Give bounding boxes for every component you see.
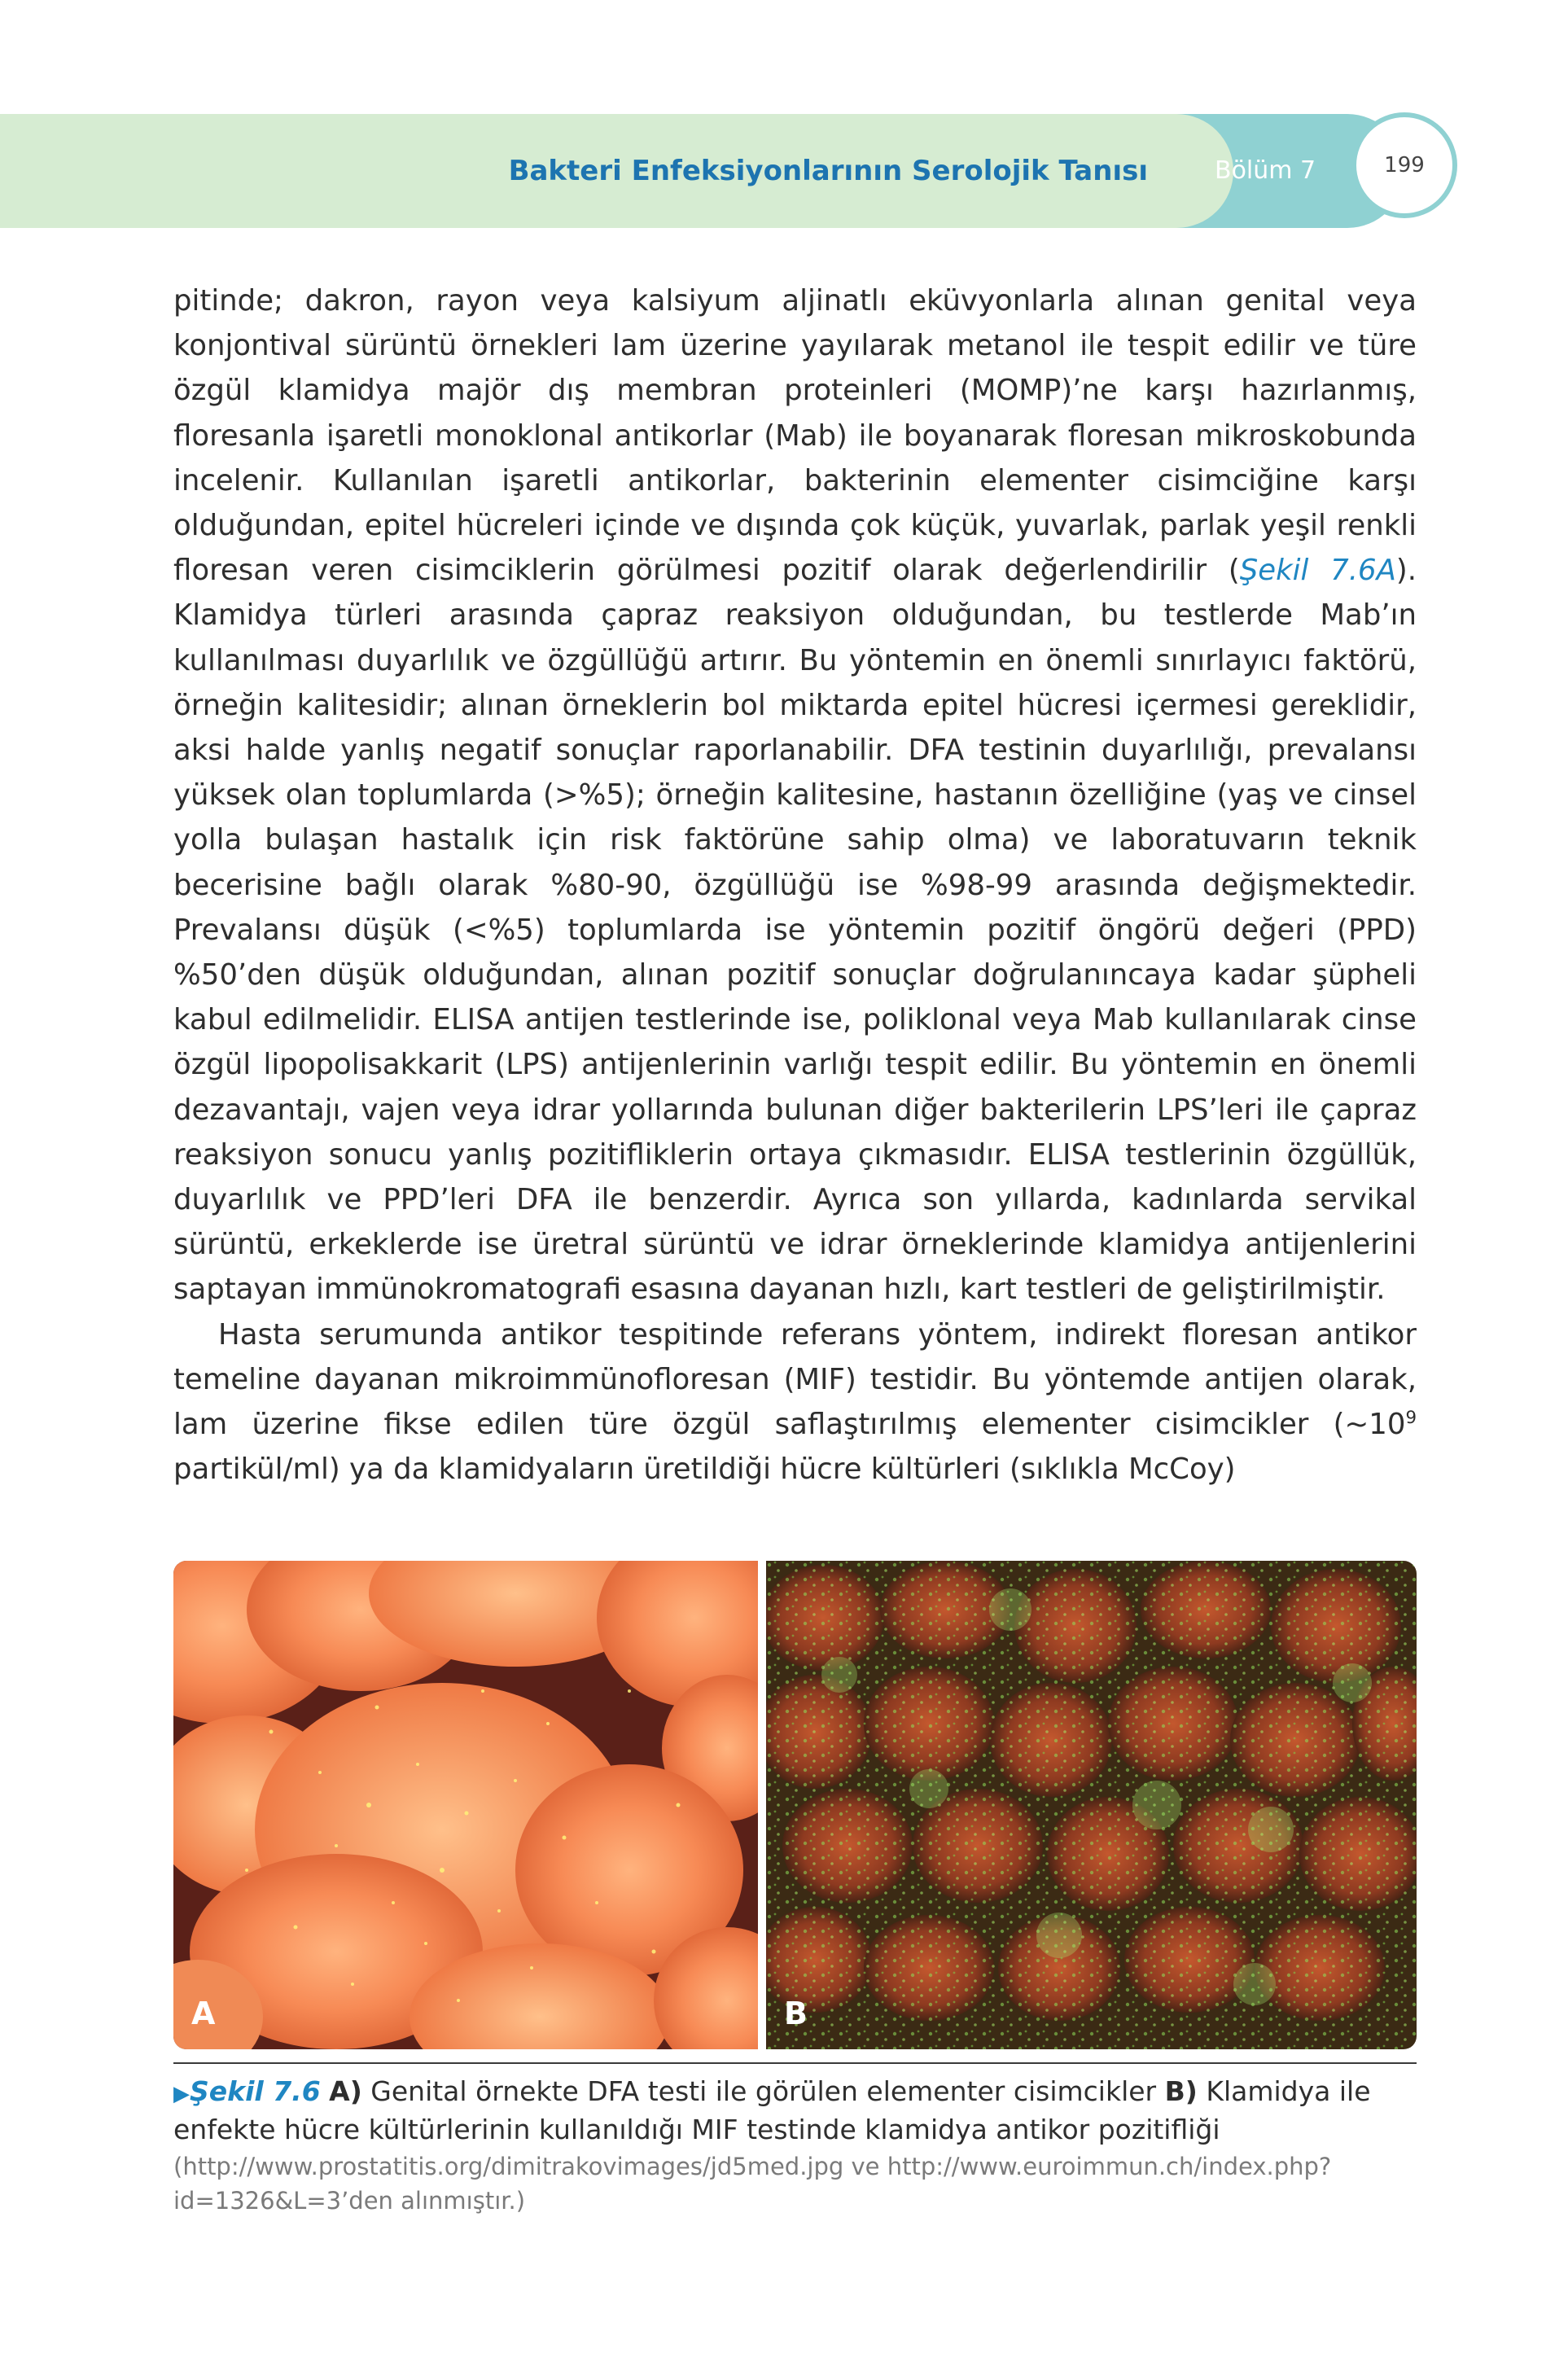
figure-divider [173,2062,1417,2064]
figure-reference-link[interactable]: Şekil 7.6A [1239,554,1396,588]
paragraph-1-text-b: ). Klamidya türleri arasında çapraz reaksiyon olduğundan, bu testlerde Mab’ın kullanılması duyarlılık ve özgüllüğü artırır. Bu yöntemin en önemli sınırlayıcı faktörü, örneğin kalitesidir; alınan örneklerin bol miktarda epitel hücresi içermesi gereklidir, aksi halde yanlış negatif sonuçlar raporlanabilir. DFA testinin duyarlılığı, prevalansı yüksek olan toplumlarda (>%5); örneğin kalitesine, hastanın özelliğine (yaş ve cinsel yolla bulaşan hastalık için risk faktörüne sahip olma) ve laboratuvarın teknik becerisine bağlı olarak %80-90, özgüllüğü ise %98-99 arasında değişmektedir. Prevalansı düşük (<%5) toplumlarda ise yöntemin pozitif öngörü değeri (PPD) %50’den düşük olduğundan, alınan pozitif sonuçlar doğrulanıncaya kadar şüpheli kabul edilmelidir. ELISA antijen testlerinde ise, poliklonal veya Mab kullanılarak cinse özgül lipopolisakkarit (LPS) antijenlerinin varlığı tespit edilir. Bu yöntemin en önemli dezavantajı, vajen veya idrar yollarında bulunan diğer bakterilerin LPS’leri ile çapraz reaksiyon sonucu yanlış pozitifliklerin ortaya çıkmasıdır. ELISA testlerinin özgüllük, duyarlılık ve PPD’leri DFA ile benzerdir. Ayrıca son yıllarda, kadınlarda servikal sürüntü, erkeklerde ise üretral sürüntü ve idrar örneklerinde klamidya antijenlerini saptayan immünokromatografi esasına dayanan hızlı, kart testleri de geliştirilmiştir. [173,554,1417,1307]
caption-a-text: Genital örnekte DFA testi ile görülen elementer cisimcikler [361,2075,1165,2107]
caption-arrow-icon: ▶ [173,2082,190,2106]
running-header-title: Bakteri Enfeksiyonlarının Serolojik Tanısı [508,155,1148,187]
paragraph-1-text-a: pitinde; dakron, rayon veya kalsiyum aljinatlı eküvyonlarla alınan genital veya konjontival sürüntü örnekleri lam üzerine yayılarak metanol ile tespit edilir ve türe özgül klamidya majör dış membran proteinleri (MOMP)’ne karşı hazırlanmış, floresanla işaretli monoklonal antikorlar (Mab) ile boyanarak floresan mikroskobunda incelenir. Kullanılan işaretli antikorlar, bakterinin elementer cisimciğine karşı olduğundan, epitel hücreleri içinde ve dışında çok küçük, yuvarlak, parlak yeşil renkli floresan veren cisimciklerin görülmesi pozitif olarak değerlendirilir ( [173,284,1417,588]
dfa-micrograph-image [173,1561,758,2049]
caption-figure-number: Şekil 7.6 [190,2075,321,2107]
paragraph-2-text-b: partikül/ml) ya da klamidyaların üretildiği hücre kültürleri (sıklıkla McCoy) [173,1452,1236,1487]
panel-b-label: B [784,1996,808,2031]
figure-panel-a [173,1561,758,2049]
superscript-exponent: 9 [1405,1408,1417,1429]
page-number: 199 [1351,112,1457,218]
figure-7-6 [173,1561,1417,2049]
figure-panel-b [766,1561,1417,2049]
chapter-label: Bölüm 7 [1215,156,1316,185]
caption-source: (http://www.prostatitis.org/dimitrakovimages/jd5med.jpg ve http://www.euroimmun.ch/index.php?id=1326&L=3’den alınmıştır.) [173,2153,1332,2215]
mif-micrograph-image [766,1561,1417,2049]
body-text [173,278,1417,1492]
caption-b-text: Klamidya ile enfekte hücre kültürlerinin kullanıldığı MIF testinde klamidya antikor pozitifliği [173,2075,1371,2145]
caption-a-key: A) [329,2075,362,2107]
paragraph-1 [173,278,1417,1312]
paragraph-2 [173,1312,1417,1492]
running-header-band [0,114,1233,228]
panel-a-label: A [191,1996,216,2031]
caption-b-key: B) [1164,2075,1198,2107]
figure-caption [173,2074,1417,2148]
paragraph-2-text-a: Hasta serumunda antikor tespitinde referans yöntem, indirekt floresan antikor temeline dayanan mikroimmünofloresan (MIF) testidir. Bu yöntemde antijen olarak, lam üzerine fikse edilen türe özgül saflaştırılmış elementer cisimcikler (~10 [173,1317,1417,1442]
